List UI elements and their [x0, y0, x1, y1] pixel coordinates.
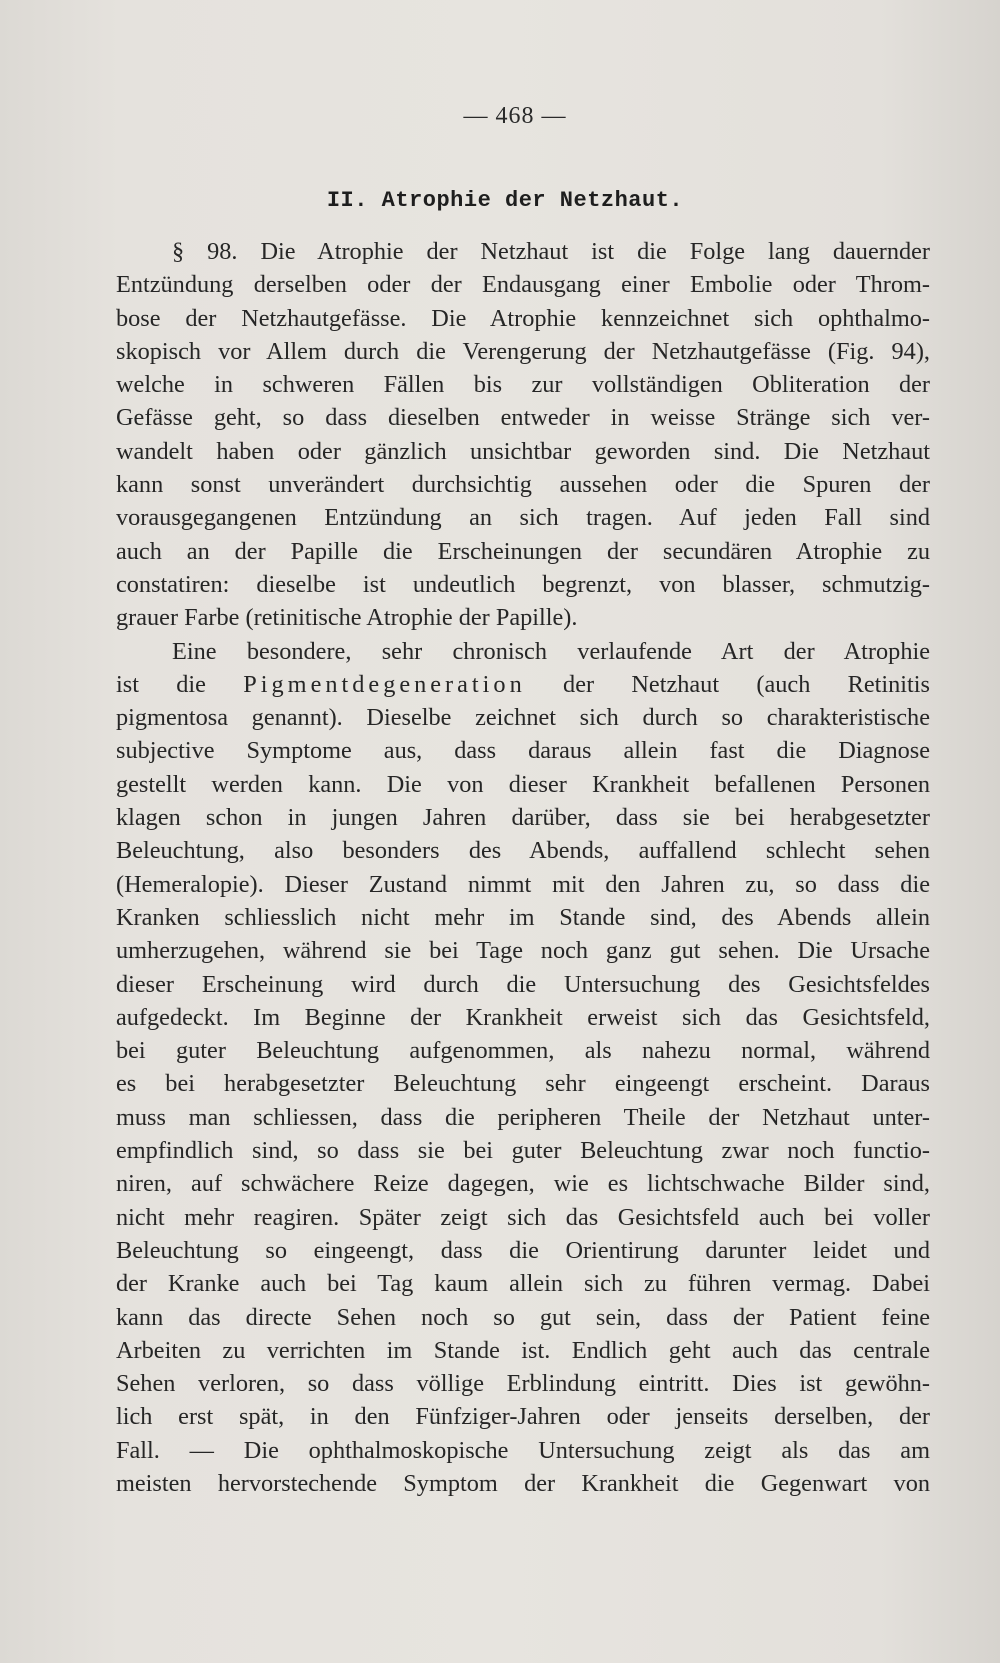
text-line: auch an der Papille die Erscheinungen der secundären Atrophie zu	[116, 537, 930, 565]
text-line: Arbeiten zu verrichten im Stande ist. Endlich geht auch das centrale	[116, 1336, 930, 1364]
text-line: nicht mehr reagiren. Später zeigt sich das Gesichtsfeld auch bei voller	[116, 1203, 930, 1231]
text-line: Sehen verloren, so dass völlige Erblindung eintritt. Dies ist gewöhn-	[116, 1370, 930, 1398]
text-line: constatiren: dieselbe ist undeutlich begrenzt, von blasser, schmutzig-	[116, 570, 930, 598]
text-line: kann das directe Sehen noch so gut sein, dass der Patient feine	[116, 1303, 930, 1331]
text-line: empfindlich sind, so dass sie bei guter Beleuchtung zwar noch functio-	[116, 1137, 930, 1165]
page-number: — 468 —	[463, 103, 567, 129]
text-line: aufgedeckt. Im Beginne der Krankheit erweist sich das Gesichtsfeld,	[116, 1003, 930, 1031]
text-line: § 98. Die Atrophie der Netzhaut ist die Folge lang dauernder	[172, 238, 930, 265]
text-line: Beleuchtung so eingeengt, dass die Orientirung darunter leidet und	[116, 1236, 930, 1264]
text-line: umherzugehen, während sie bei Tage noch ganz gut sehen. Die Ursache	[116, 937, 930, 965]
text-line: pigmentosa genannt). Dieselbe zeichnet sich durch so charakteristische	[116, 704, 930, 732]
paragraph-1	[116, 235, 930, 635]
text-line: der Kranke auch bei Tag kaum allein sich zu führen vermag. Dabei	[116, 1270, 930, 1298]
text-line: klagen schon in jungen Jahren darüber, dass sie bei herabgesetzter	[116, 804, 930, 832]
text-line: lich erst spät, in den Fünfziger-Jahren oder jenseits derselben, der	[116, 1403, 930, 1431]
text-line: Fall. — Die ophthalmoskopische Untersuchung zeigt als das am	[116, 1436, 930, 1464]
text-line: Gefässe geht, so dass dieselben entweder in weisse Stränge sich ver-	[116, 404, 930, 432]
text-line: (Hemeralopie). Dieser Zustand nimmt mit den Jahren zu, so dass die	[116, 870, 930, 898]
text-line: welche in schweren Fällen bis zur vollständigen Obliteration der	[116, 371, 930, 399]
text-line: grauer Farbe (retinitische Atrophie der Papille).	[116, 604, 578, 632]
spaced-emphasis: Pigmentdegeneration	[243, 670, 526, 698]
text-line: Beleuchtung, also besonders des Abends, auffallend schlecht sehen	[116, 837, 930, 865]
paragraph-2	[116, 635, 930, 1501]
text-line: gestellt werden kann. Die von dieser Krankheit befallenen Personen	[116, 770, 930, 798]
text-line: bose der Netzhautgefässe. Die Atrophie kennzeichnet sich ophthalmo-	[116, 304, 930, 332]
text-line-with-emphasis: ist die Pigmentdegeneration der Netzhaut (auch Retinitis	[116, 670, 930, 698]
text-line: muss man schliessen, dass die peripheren Theile der Netzhaut unter-	[116, 1103, 930, 1131]
text-line: subjective Symptome aus, dass daraus allein fast die Diagnose	[116, 737, 930, 765]
text-line: Eine besondere, sehr chronisch verlaufende Art der Atrophie	[172, 637, 930, 665]
body-text	[116, 235, 930, 1500]
text-line: bei guter Beleuchtung aufgenommen, als nahezu normal, während	[116, 1037, 930, 1065]
text-line: niren, auf schwächere Reize dagegen, wie es lichtschwache Bilder sind,	[116, 1170, 930, 1198]
text-line: Kranken schliesslich nicht mehr im Stande sind, des Abends allein	[116, 903, 930, 931]
text-line: Entzündung derselben oder der Endausgang einer Embolie oder Throm-	[116, 271, 930, 299]
text-line: skopisch vor Allem durch die Verengerung der Netzhautgefässe (Fig. 94),	[116, 337, 930, 365]
text-line: vorausgegangenen Entzündung an sich tragen. Auf jeden Fall sind	[116, 504, 930, 532]
text-line: meisten hervorstechende Symptom der Krankheit die Gegenwart von	[116, 1469, 930, 1497]
text-line: wandelt haben oder gänzlich unsichtbar geworden sind. Die Netzhaut	[116, 437, 930, 465]
text-line: dieser Erscheinung wird durch die Untersuchung des Gesichtsfeldes	[116, 970, 930, 998]
text-line: es bei herabgesetzter Beleuchtung sehr eingeengt erscheint. Daraus	[116, 1070, 930, 1098]
section-title: II. Atrophie der Netzhaut.	[326, 188, 684, 213]
text-line: kann sonst unverändert durchsichtig aussehen oder die Spuren der	[116, 471, 930, 499]
